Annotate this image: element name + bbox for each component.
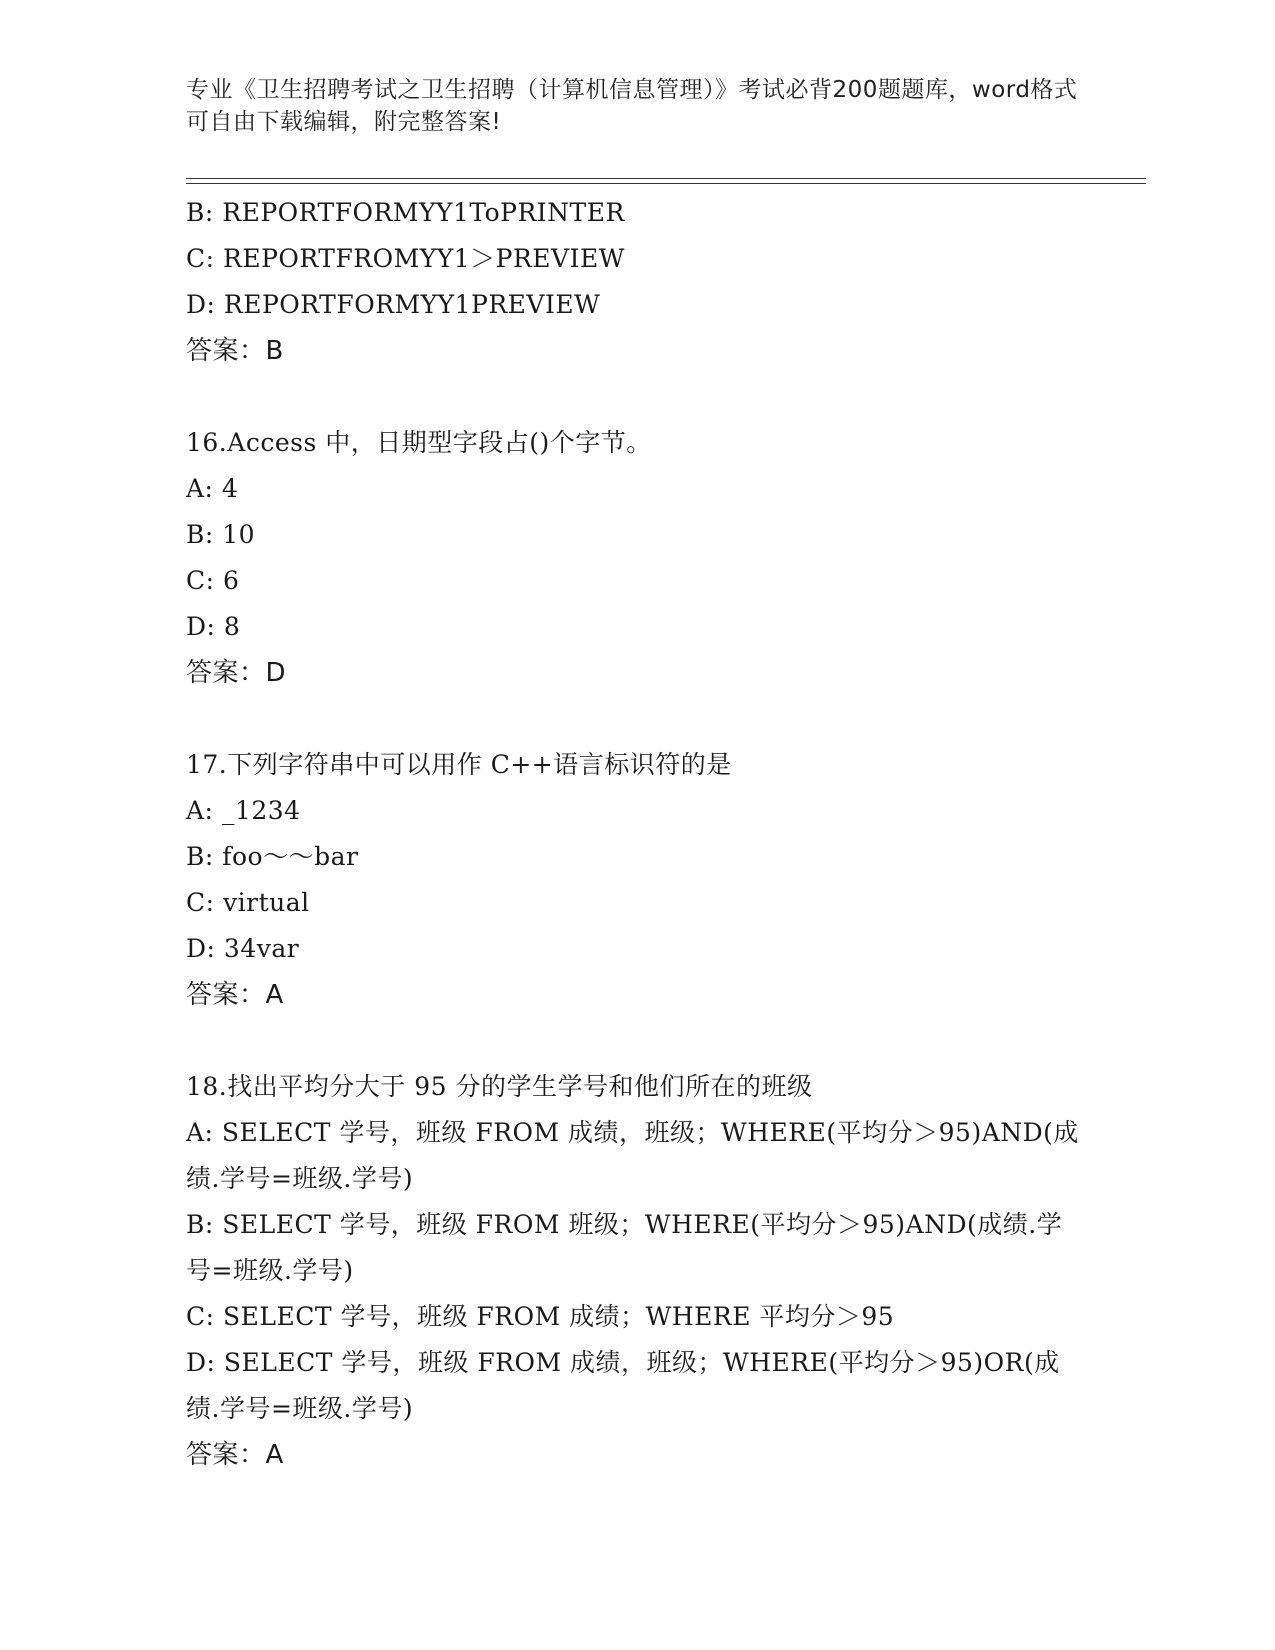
question-list: [186, 190, 1086, 1478]
spacer: [186, 1018, 1086, 1064]
option-b: B: 10: [186, 520, 256, 549]
option-c: C: virtual: [186, 888, 310, 917]
answer-line: 答案：B: [186, 336, 284, 366]
option-b: B: foo～～bar: [186, 842, 359, 871]
option-a: A: 4: [186, 474, 239, 503]
option-a: A: SELECT 学号，班级 FROM 成绩，班级；WHERE(平均分＞95)AND(成绩.学号=班级.学号): [186, 1118, 1079, 1193]
header-rule-top: [186, 178, 1146, 179]
option-d: D: 34var: [186, 934, 300, 963]
question-title: 17.下列字符串中可以用作 C++语言标识符的是: [186, 750, 732, 779]
option-d: D: REPORTFORMYY1PREVIEW: [186, 290, 601, 319]
option-b: B: SELECT 学号，班级 FROM 班级；WHERE(平均分＞95)AND(成绩.学号=班级.学号): [186, 1210, 1063, 1285]
option-c: C: SELECT 学号，班级 FROM 成绩；WHERE 平均分＞95: [186, 1302, 895, 1331]
answer-line: 答案：A: [186, 980, 284, 1010]
question-16: [186, 420, 1086, 696]
option-d: D: SELECT 学号，班级 FROM 成绩，班级；WHERE(平均分＞95)OR(成绩.学号=班级.学号): [186, 1348, 1060, 1423]
question-title: 18.找出平均分大于 95 分的学生学号和他们所在的班级: [186, 1072, 813, 1101]
spacer: [186, 696, 1086, 742]
answer-line: 答案：D: [186, 658, 287, 688]
question-17: [186, 742, 1086, 1018]
option-a: A: _1234: [186, 796, 301, 825]
answer-line: 答案：A: [186, 1440, 284, 1470]
previous-question-block: [186, 190, 1086, 374]
header-rule-bottom: [186, 183, 1146, 184]
option-d: D: 8: [186, 612, 241, 641]
question-18: [186, 1064, 1086, 1478]
option-c: C: 6: [186, 566, 240, 595]
option-c: C: REPORTFROMYY1＞PREVIEW: [186, 244, 625, 273]
option-b: B: REPORTFORMYY1ToPRINTER: [186, 198, 625, 227]
spacer: [186, 374, 1086, 420]
question-title: 16.Access 中，日期型字段占()个字节。: [186, 428, 652, 457]
page-header: 专业《卫生招聘考试之卫生招聘（计算机信息管理）》考试必背200题题库，word格式可自由下载编辑，附完整答案!: [186, 77, 1078, 135]
